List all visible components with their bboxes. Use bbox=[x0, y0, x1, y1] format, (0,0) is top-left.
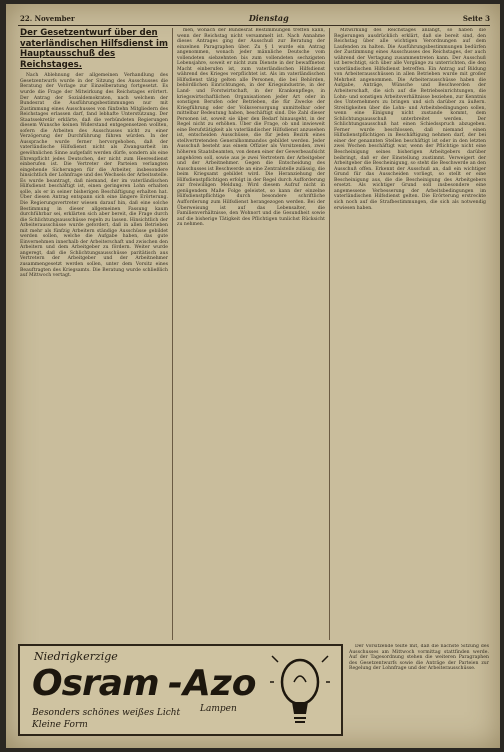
column-3-continuation bbox=[349, 644, 489, 736]
light-bulb-icon bbox=[270, 652, 330, 732]
article-headline: Der Gesetzentwurf über den vaterländischen Hilfsdienst im Hauptausschuß des Reichstages. bbox=[20, 28, 168, 70]
column-1-text bbox=[20, 73, 168, 278]
column-divider bbox=[329, 28, 330, 640]
ad-tagline: Besonders schönes weißes Licht bbox=[32, 708, 181, 718]
column-divider bbox=[172, 28, 173, 640]
ad-pretitle: Niedrigkerzige bbox=[34, 650, 118, 663]
page-header bbox=[20, 12, 490, 24]
newspaper-page bbox=[6, 4, 500, 748]
ad-brand-azo: -Azo bbox=[168, 663, 257, 704]
column-3 bbox=[334, 28, 486, 640]
header-date: 22. November bbox=[20, 13, 75, 23]
column-1 bbox=[20, 28, 168, 640]
column-3-text bbox=[334, 28, 486, 211]
column-2-text bbox=[177, 28, 325, 228]
header-masthead: Dienstag bbox=[248, 13, 289, 23]
header-rule bbox=[18, 25, 490, 26]
column-1-paragraph: Nach Ablehnung der allgemeinen Verhandlung des Gesetzentwurfs wurde in der Sitzung des Ausschusses die Beratung der Vorlage zur Einzelberatung fortgesetzt. Es wurde die Frage der Mitwirkung des Reichstages erörtert. Der Antrag der Sozialdemokraten, nach welchem der Bundesrat die Ausführungsbestimmungen nur mit Zustimmung eines Ausschusses von fünfzehn Mitgliedern des Reichstages erlassen darf, fand lebhafte Unterstützung. Der Staatssekretär erklärte, daß die verbündeten Regierungen diesem Wunsche keinen Widerstand entgegensetzen wollten, sofern die Arbeiten des Ausschusses nicht zu einer Verzögerung der Durchführung führen würden. In der Aussprache wurde ferner hervorgehoben, daß der vaterländische Hilfsdienst nicht als Zwangsarbeit im gewöhnlichen Sinne aufgefaßt werden dürfe, sondern als eine Ehrenpflicht jedes Deutschen, der nicht zum Heeresdienst einberufen ist. Die Vertreter der Parteien verlangten eingehende Sicherungen für die Arbeiter, insbesondere hinsichtlich der Lohnfrage und des Wechsels der Arbeitsstelle. Es wurde beantragt, daß niemand, der im vaterländischen Hilfsdienst beschäftigt ist, einen geringeren Lohn erhalten solle, als er in seiner bisherigen Beschäftigung erhalten hat. Über diesen Antrag entspann sich eine längere Erörterung. Die Regierungsvertreter wiesen darauf hin, daß eine solche Bestimmung in dieser allgemeinen Fassung kaum durchführbar sei, erklärten sich aber bereit, die Frage durch die Schlichtungsausschüsse regeln zu lassen. Hinsichtlich der Arbeiterausschüsse wurde gefordert, daß in allen Betrieben mit mehr als fünfzig Arbeitern ständige Ausschüsse gebildet werden sollen, welche die Aufgabe haben, das gute Einvernehmen innerhalb der Arbeiterschaft und zwischen den Arbeitern und dem Arbeitgeber zu fördern. Weiter wurde angeregt, daß die Schlichtungsausschüsse paritätisch aus Vertretern der Arbeitgeber und der Arbeitnehmer zusammengesetzt werden sollen, unter dem Vorsitz eines Beauftragten des Kriegsamts. Die Beratung wurde schließlich auf Mittwoch vertagt. bbox=[20, 73, 168, 279]
column-3-paragraph: Mitwirkung des Reichstages anlangt, so haben die Regierungen ausdrücklich erklärt, daß sie bereit sind, den Reichstag über alle wichtigen Verordnungen auf dem Laufenden zu halten. Die Ausführungsbestimmungen bedürfen der Zustimmung eines Ausschusses des Reichstages, der auch während der Vertagung zusammentreten kann. Der Ausschuß ist berechtigt, sich über alle Vorgänge zu unterrichten, die den vaterländischen Hilfsdienst betreffen. Ein Antrag auf Bildung von Arbeiterausschüssen in allen Betrieben wurde mit großer Mehrheit angenommen. Die Arbeiterausschüsse haben die Aufgabe, Anträge, Wünsche und Beschwerden der Arbeiterschaft, die sich auf die Betriebseinrichtungen, die Lohn- und sonstigen Arbeitsverhältnisse beziehen, zur Kenntnis des Unternehmers zu bringen und sich darüber zu äußern. Streitigkeiten über die Lohn- und Arbeitsbedingungen sollen, wenn eine Einigung nicht zustande kommt, dem Schlichtungsausschuß unterbreitet werden. Der Schlichtungsausschuß hat einen Schiedsspruch abzugeben. Ferner wurde beschlossen, daß niemand einen Hilfsdienstpflichtigen in Beschäftigung nehmen darf, der bei einer der genannten Stellen beschäftigt ist oder in den letzten zwei Wochen beschäftigt war, wenn der Pflichtige nicht eine Bescheinigung seines bisherigen Arbeitgebers darüber beibringt, daß er der Einstellung zustimmt. Verweigert der Arbeitgeber die Bescheinigung, so steht die Beschwerde an den Ausschuß offen. Erkennt der Ausschuß an, daß ein wichtiger Grund für das Ausscheiden vorliegt, so stellt er eine Bescheinigung aus, die die Bescheinigung des Arbeitgebers ersetzt. Als wichtiger Grund soll insbesondere eine angemessene Verbesserung der Arbeitsbedingungen im vaterländischen Hilfsdienst gelten. Die Erörterung erstreckte sich noch auf die Strafbestimmungen, die sich als notwendig erwiesen haben. bbox=[334, 28, 486, 211]
header-page-number: Seite 3 bbox=[462, 13, 490, 23]
ad-tagline-2: Kleine Form bbox=[32, 720, 88, 730]
ad-subtitle: Lampen bbox=[200, 704, 237, 714]
continuation-paragraph: Der Vorsitzende teilte mit, daß die nächste Sitzung des Ausschusses am Mittwoch vormittag stattfinden werde. Auf der Tagesordnung stehen die weiteren Paragraphen des Gesetzentwurfs sowie die Anträge der Parteien zur Regelung der Lohnfrage und der Arbeiterausschüsse. bbox=[349, 644, 489, 672]
column-2-paragraph: men, wonach der Bundesrat Bestimmungen treffen kann, wenn der Reichstag nicht versammelt ist. Nach Annahme dieses Antrages ging der Ausschuß zur Beratung der einzelnen Paragraphen über. Zu § 1 wurde ein Antrag angenommen, wonach jeder männliche Deutsche vom vollendeten siebzehnten bis zum vollendeten sechzigsten Lebensjahre, soweit er nicht zum Dienste in der bewaffneten Macht einberufen ist, zum vaterländischen Hilfsdienst während des Krieges verpflichtet ist. Als im vaterländischen Hilfsdienst tätig gelten alle Personen, die bei Behörden, behördlichen Einrichtungen, in der Kriegsindustrie, in der Land- und Forstwirtschaft, in der Krankenpflege, in kriegswirtschaftlichen Organisationen jeder Art oder in sonstigen Berufen oder Betrieben, die für Zwecke der Kriegführung oder der Volksversorgung unmittelbar oder mittelbar Bedeutung haben, beschäftigt sind. Die Zahl dieser Personen ist, soweit sie über den Bedarf hinausgeht, in der Regel nicht zu erhöhen. Über die Frage, ob und inwieweit eine Berufstätigkeit als vaterländischer Hilfsdienst anzusehen ist, entscheiden Ausschüsse, die für jeden Bezirk eines stellvertretenden Generalkommandos gebildet werden. Jeder Ausschuß besteht aus einem Offizier als Vorsitzenden, zwei höheren Staatsbeamten, von denen einer der Gewerbeaufsicht angehören soll, sowie aus je zwei Vertretern der Arbeitgeber und der Arbeitnehmer. Gegen die Entscheidung des Ausschusses ist Beschwerde an eine Zentralstelle zulässig, die beim Kriegsamt gebildet wird. Die Heranziehung der Hilfsdienstpflichtigen erfolgt in der Regel durch Aufforderung zur freiwilligen Meldung. Wird diesem Aufruf nicht in genügendem Maße Folge geleistet, so kann der einzelne Hilfsdienstpflichtige durch besondere schriftliche Aufforderung zum Hilfsdienst herangezogen werden. Bei der Überweisung ist auf das Lebensalter, die Familienverhältnisse, den Wohnort und die Gesundheit sowie auf die bisherige Tätigkeit des Pflichtigen tunlichst Rücksicht zu nehmen. bbox=[177, 28, 325, 228]
ad-brand-osram: Osram bbox=[32, 663, 159, 704]
osram-azo-advertisement bbox=[18, 644, 343, 736]
column-2 bbox=[177, 28, 325, 640]
